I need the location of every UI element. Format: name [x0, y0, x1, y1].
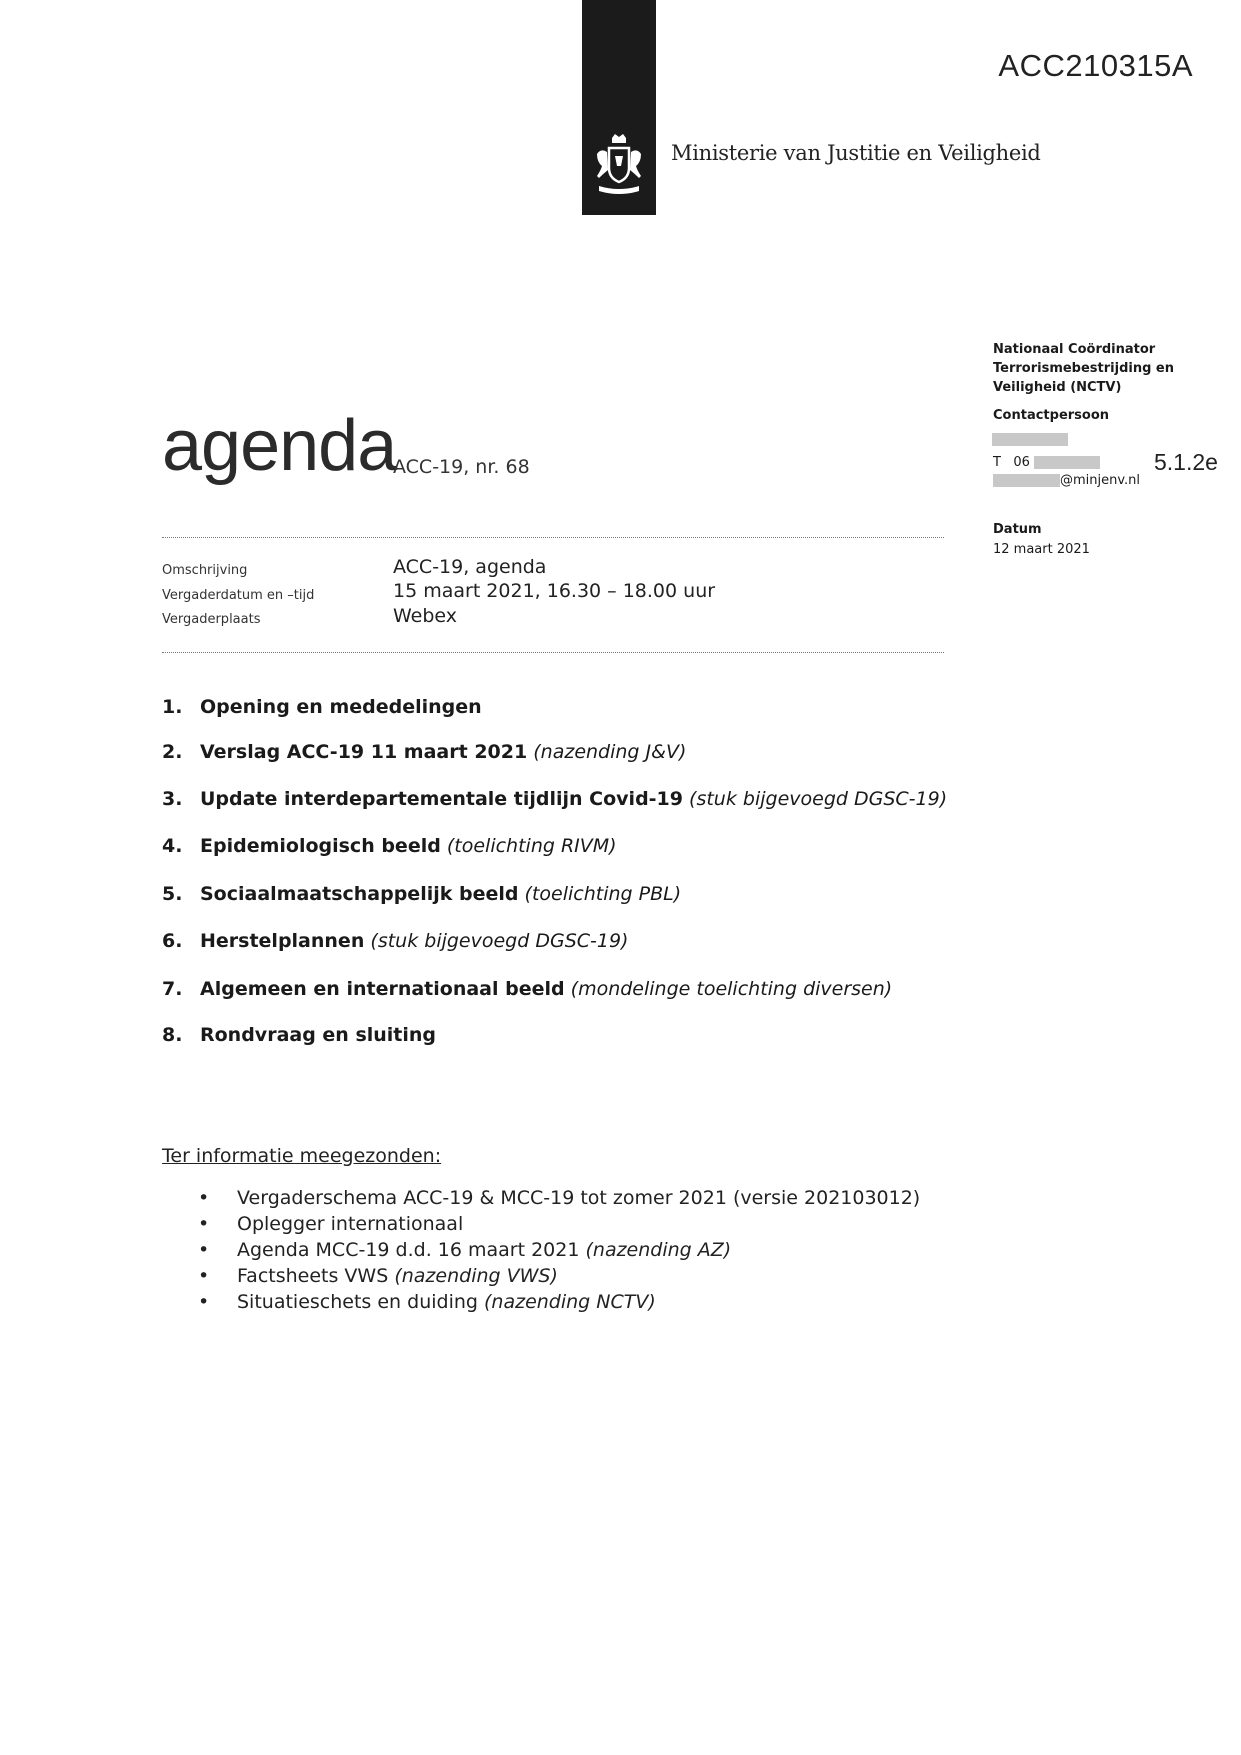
item-title: Update interdepartementale tijdlijn Covid-19 — [200, 788, 683, 810]
agenda-item — [162, 741, 686, 763]
item-title: Opening en mededelingen — [200, 696, 482, 718]
item-title: Rondvraag en sluiting — [200, 1024, 437, 1046]
ministry-name: Ministerie van Justitie en Veiligheid — [671, 141, 1041, 165]
info-bullet — [198, 1239, 731, 1261]
bullet-icon: • — [198, 1291, 210, 1313]
ministry-logo-bar — [582, 0, 656, 215]
divider — [162, 652, 944, 653]
phone-start: 06 — [1013, 455, 1030, 470]
contact-heading: Contactpersoon — [993, 408, 1110, 423]
item-note: (toelichting RIVM) — [446, 835, 617, 857]
agenda-item — [162, 1024, 436, 1046]
item-title: Epidemiologisch beeld — [200, 835, 441, 857]
agenda-item — [162, 930, 628, 952]
agenda-item — [162, 696, 482, 718]
redaction-code: 5.1.2e — [1154, 449, 1218, 475]
bullet-icon: • — [198, 1239, 210, 1261]
meta-value-description: ACC-19, agenda — [393, 556, 547, 578]
bullet-note: (nazending AZ) — [585, 1239, 732, 1261]
item-number: 4. — [162, 835, 183, 857]
divider — [162, 537, 944, 538]
redacted-email — [993, 474, 1060, 487]
bullet-note: (nazending VWS) — [394, 1265, 558, 1287]
meta-label-description: Omschrijving — [162, 563, 248, 578]
redacted-name — [992, 433, 1068, 446]
item-title: Herstelplannen — [200, 930, 365, 952]
coat-of-arms-icon — [595, 134, 643, 200]
item-number: 3. — [162, 788, 183, 810]
document-code: ACC210315A — [998, 48, 1193, 83]
item-note: (toelichting PBL) — [524, 883, 682, 905]
item-number: 6. — [162, 930, 183, 952]
meta-label-location: Vergaderplaats — [162, 612, 261, 627]
item-number: 2. — [162, 741, 183, 763]
organization-name — [993, 340, 1193, 397]
bullet-text: Agenda MCC-19 d.d. 16 maart 2021 — [237, 1239, 586, 1261]
redacted-phone — [1034, 456, 1100, 469]
item-number: 5. — [162, 883, 183, 905]
org-line-1: Nationaal Coördinator — [993, 342, 1156, 357]
meta-value-location: Webex — [393, 605, 458, 627]
document-reference: ACC-19, nr. 68 — [393, 456, 530, 478]
bullet-text: Oplegger internationaal — [237, 1213, 464, 1235]
bullet-icon: • — [198, 1187, 210, 1209]
date-value: 12 maart 2021 — [993, 542, 1090, 557]
info-bullet — [198, 1291, 656, 1313]
date-heading: Datum — [993, 522, 1042, 537]
agenda-item — [162, 978, 892, 1000]
agenda-item — [162, 883, 681, 905]
org-line-2: Terrorismebestrijding en — [993, 361, 1174, 376]
meta-value-datetime: 15 maart 2021, 16.30 – 18.00 uur — [393, 580, 716, 602]
bullet-text: Factsheets VWS — [237, 1265, 395, 1287]
bullet-text: Vergaderschema ACC-19 & MCC-19 tot zomer 2021 (versie 202103012) — [237, 1187, 921, 1209]
meta-label-datetime: Vergaderdatum en –tijd — [162, 588, 315, 603]
phone-prefix: T — [993, 455, 1001, 470]
item-title: Sociaalmaatschappelijk beeld — [200, 883, 519, 905]
item-note: (stuk bijgevoegd DGSC-19) — [370, 930, 629, 952]
email-row — [993, 471, 1140, 490]
item-note: (mondelinge toelichting diversen) — [570, 978, 893, 1000]
info-heading: Ter informatie meegezonden: — [162, 1145, 442, 1167]
bullet-icon: • — [198, 1265, 210, 1287]
info-bullet — [198, 1187, 920, 1209]
item-title: Algemeen en internationaal beeld — [200, 978, 565, 1000]
item-number: 1. — [162, 696, 183, 718]
item-number: 7. — [162, 978, 183, 1000]
document-title: agenda — [162, 406, 397, 486]
item-note: (nazending J&V) — [533, 741, 687, 763]
bullet-note: (nazending NCTV) — [484, 1291, 656, 1313]
bullet-text: Situatieschets en duiding — [237, 1291, 484, 1313]
org-line-3: Veiligheid (NCTV) — [993, 380, 1122, 395]
bullet-icon: • — [198, 1213, 210, 1235]
agenda-item — [162, 835, 617, 857]
info-bullet — [198, 1265, 558, 1287]
agenda-item — [162, 788, 947, 810]
item-number: 8. — [162, 1024, 183, 1046]
item-title: Verslag ACC-19 11 maart 2021 — [200, 741, 528, 763]
email-domain: @minjenv.nl — [1060, 473, 1141, 488]
phone-row — [993, 453, 1100, 472]
info-bullet — [198, 1213, 463, 1235]
item-note: (stuk bijgevoegd DGSC-19) — [689, 788, 948, 810]
